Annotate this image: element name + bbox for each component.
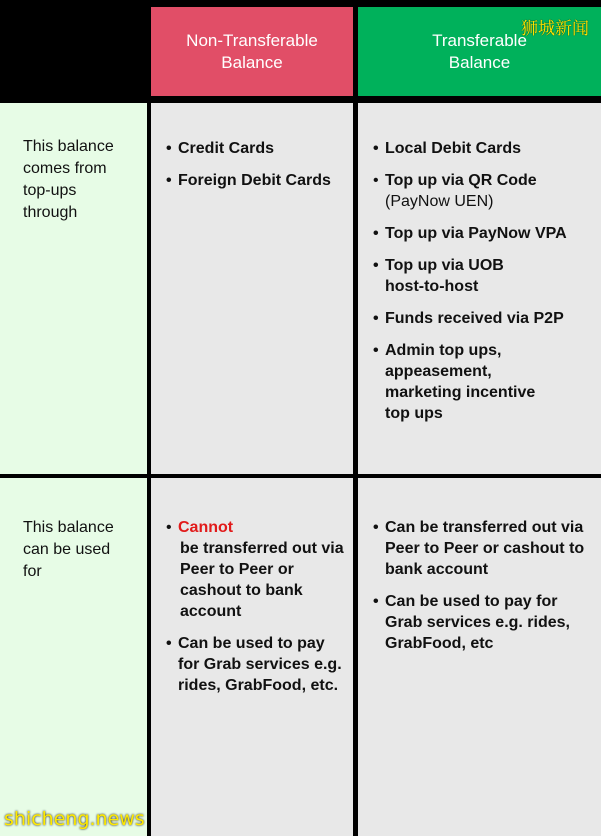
list-item-text: Foreign Debit Cards <box>178 172 331 189</box>
list-item-text: Local Debit Cards <box>385 140 522 157</box>
list-item-text: Funds received via P2P <box>385 310 564 327</box>
list-item-subtext: host-to-host <box>385 278 479 295</box>
cell-usage-transferable <box>358 478 601 836</box>
row-label-line: This balance <box>23 138 114 155</box>
list-item-text: Top up via PayNow VPA <box>385 225 567 242</box>
list-item <box>373 591 595 654</box>
bullet-list <box>373 138 601 424</box>
list-item-text: Admin top ups, appeasement, marketing incentive top ups <box>385 342 536 422</box>
list-item-text: Can be used to pay for Grab services e.g. rides, GrabFood, etc. <box>178 635 342 694</box>
cannot-highlight: • Cannot <box>178 519 234 536</box>
list-item <box>373 255 601 297</box>
row-label-line: comes from <box>23 160 107 177</box>
cell-usage-non-transferable <box>151 478 353 836</box>
row-label-line: top-ups <box>23 182 77 199</box>
row-label-line: This balance <box>23 519 114 536</box>
list-item <box>373 340 601 424</box>
list-item <box>373 517 595 580</box>
bullet-list <box>166 138 331 191</box>
list-item <box>373 308 601 329</box>
list-item <box>373 223 601 244</box>
row-label-sources <box>0 103 147 474</box>
row-label-usage <box>0 478 147 836</box>
list-item <box>166 138 331 159</box>
list-item <box>166 633 344 696</box>
list-item-text: Credit Cards <box>178 140 275 157</box>
row-label-line: for <box>23 563 42 580</box>
header-non-transferable-line-1: Non-Transferable <box>186 30 318 50</box>
list-item <box>373 138 601 159</box>
header-transferable-line-2: Balance <box>448 52 511 72</box>
list-item-text: Can be used to pay for Grab services e.g. rides, GrabFood, etc <box>385 593 570 652</box>
bullet-list <box>166 517 344 696</box>
header-non-transferable <box>151 7 353 96</box>
list-item-text: be transferred out via Peer to Peer or cashout to bank account <box>180 540 344 620</box>
header-transferable-line-1: Transferable <box>432 30 527 50</box>
row-label-line: through <box>23 204 78 221</box>
list-item <box>166 170 331 191</box>
watermark-top: 狮城新闻 <box>521 19 589 39</box>
cell-sources-non-transferable <box>151 103 353 474</box>
list-item-subtext: (PayNow UEN) <box>385 193 494 210</box>
list-item-text: Top up via UOB <box>385 257 504 274</box>
watermark-bottom: shicheng.news <box>4 808 145 830</box>
header-non-transferable-line-2: Balance <box>221 52 283 72</box>
list-item-text: Can be transferred out via Peer to Peer or cashout to bank account <box>385 519 585 578</box>
bullet-list <box>373 517 595 654</box>
list-item-text: Top up via QR Code <box>385 172 537 189</box>
list-item <box>373 170 601 212</box>
list-item <box>166 517 344 622</box>
row-label-line: can be used <box>23 541 111 558</box>
cell-sources-transferable <box>358 103 601 474</box>
